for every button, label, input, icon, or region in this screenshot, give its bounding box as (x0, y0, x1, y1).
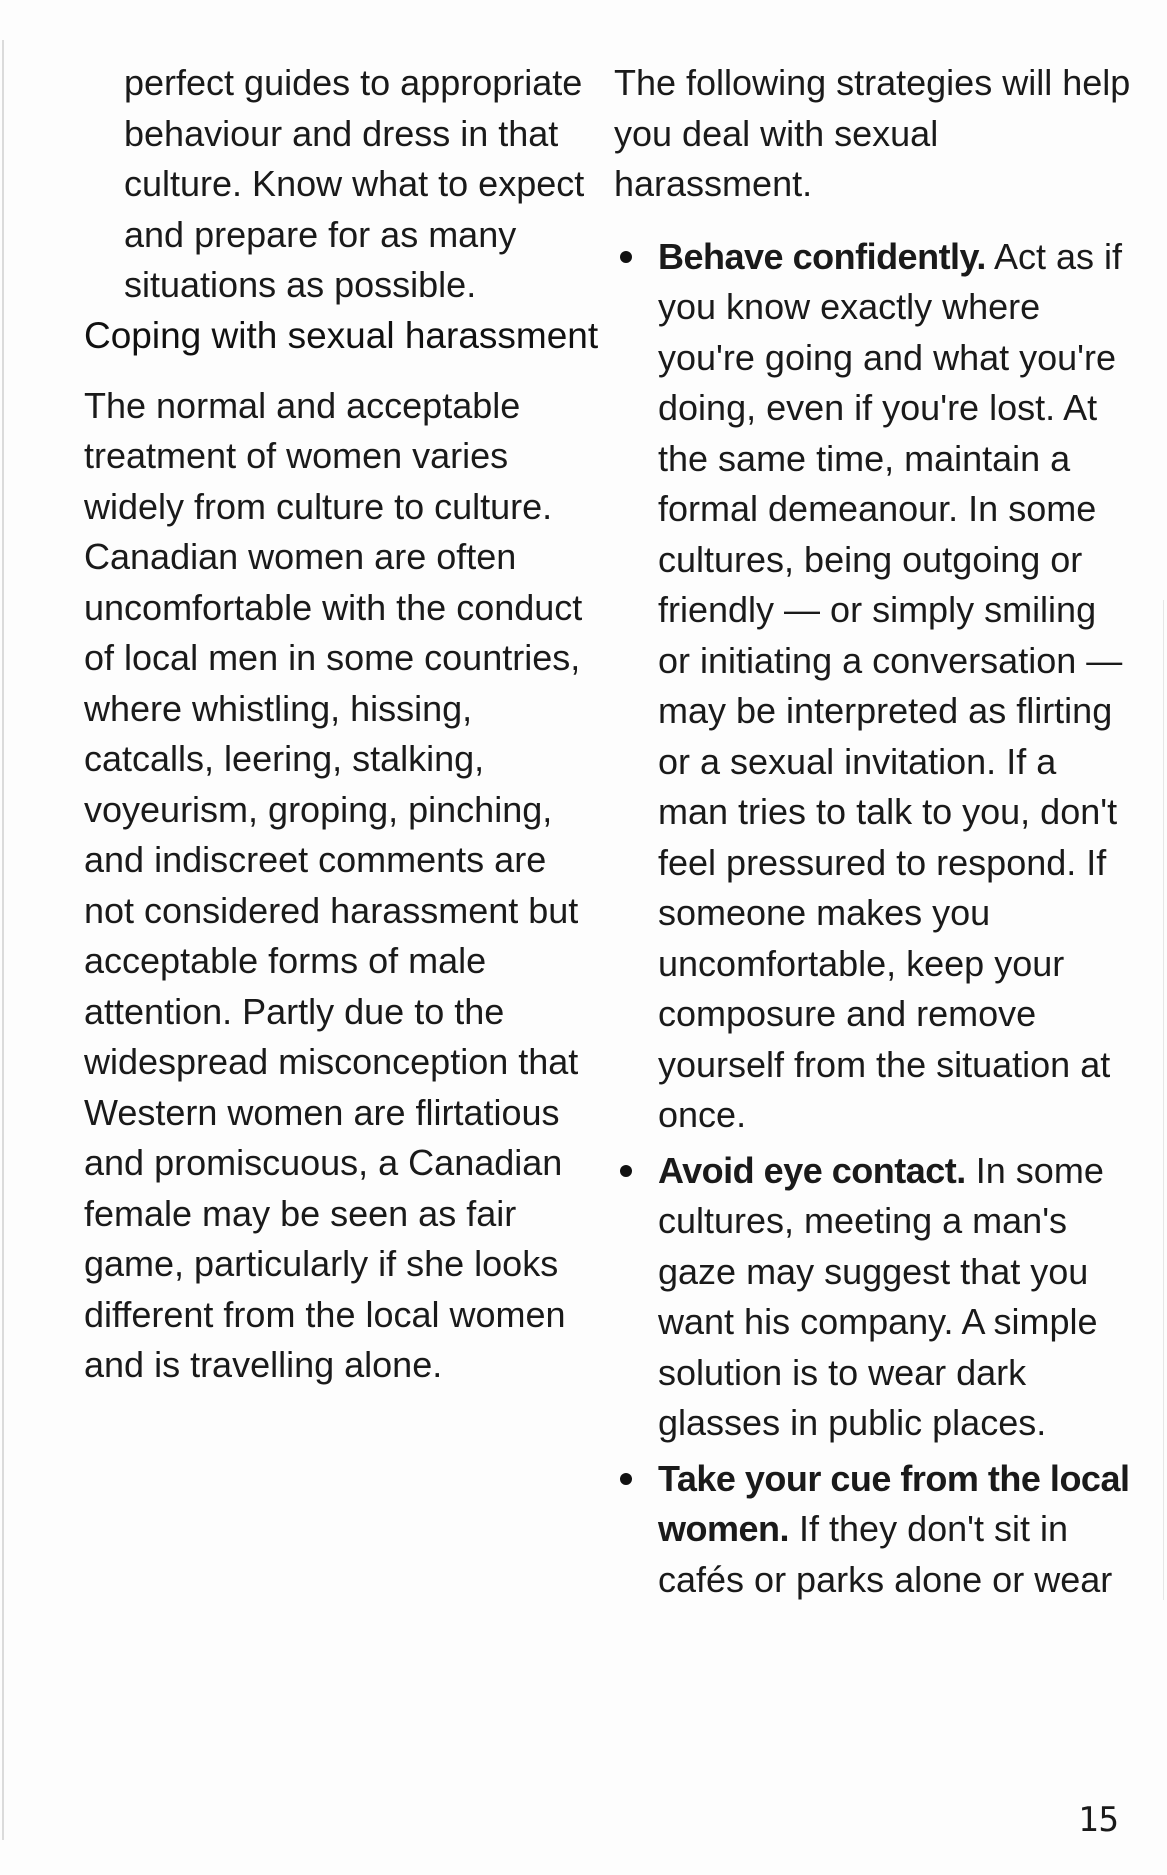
heading-spacer (84, 361, 604, 381)
strategy-title: Behave confidently. (658, 235, 986, 277)
strategy-text: If they don't sit in cafés or parks alone or wear (658, 1508, 1113, 1600)
section-heading: Coping with sexual harassment (84, 314, 599, 356)
strategy-item (614, 1146, 1134, 1449)
left-column (84, 58, 604, 1391)
strategies-intro: The following strategies will help you deal with sexual harassment. (614, 62, 1131, 204)
intro-continuation-paragraph: perfect guides to appropriate behaviour and dress in that culture. Know what to expect and prepare for as many situations as possible. (124, 62, 585, 305)
right-column (614, 58, 1134, 1610)
strategy-text: In some cultures, meeting a man's gaze may suggest that you want his company. A simple solution is to wear dark glasses in public places. (658, 1149, 1104, 1443)
page-number: 15 (1078, 1800, 1119, 1840)
strategy-title: Take your cue from the local women. (658, 1457, 1130, 1549)
page-binding-edge (2, 40, 4, 1840)
strategy-item (614, 232, 1134, 1141)
strategy-text: Act as if you know exactly where you're going and what you're doing, even if you're lost. At the same time, maintain a formal demeanour. In some cultures, being outgoing or friendly — or simply smiling or initiating a conversation — may be interpreted as flirting or a sexual invitation. If a man tries to talk to you, don't feel pressured to respond. If someone makes you uncomfortable, keep your composure and remove yourself from the situation at once. (658, 235, 1123, 1135)
page-right-edge (1163, 600, 1164, 1600)
strategy-item (614, 1454, 1134, 1606)
strategy-list (614, 232, 1134, 1606)
body-paragraph: The normal and acceptable treatment of women varies widely from culture to culture. Canadian women are often uncomfortable with the conduct of local men in some countries, where whistling, hissing, catcalls, leering, stalking, voyeurism, groping, pinching, and indiscreet comments are not considered harassment but acceptable forms of male attention. Partly due to the widespread misconception that Western women are flirtatious and promiscuous, a Canadian female may be seen as fair game, particularly if she looks different from the local women and is travelling alone. (84, 384, 583, 1385)
strategy-title: Avoid eye contact. (658, 1149, 966, 1191)
